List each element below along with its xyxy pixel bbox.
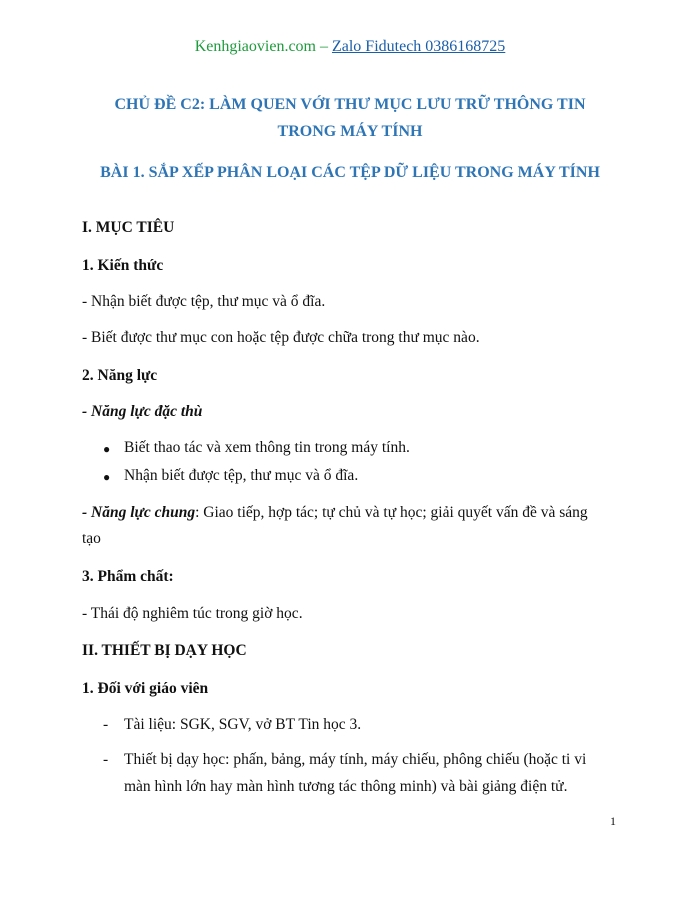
teacher-item: Tài liệu: SGK, SGV, vở BT Tin học 3. bbox=[124, 716, 362, 733]
page-number: 1 bbox=[610, 814, 616, 828]
competency-heading: 2. Năng lực bbox=[82, 367, 158, 384]
page-header bbox=[0, 38, 700, 56]
quality-item: - Thái độ nghiêm túc trong giờ học. bbox=[82, 605, 303, 622]
bullet-icon: ● bbox=[103, 470, 111, 484]
section2-heading: II. THIẾT BỊ DẠY HỌC bbox=[82, 642, 247, 659]
specific-competency-label: - Năng lực đặc thù bbox=[82, 403, 203, 420]
quality-heading: 3. Phẩm chất: bbox=[82, 568, 174, 585]
specific-item: Biết thao tác và xem thông tin trong máy tính. bbox=[124, 439, 410, 456]
general-competency-text: : Giao tiếp, hợp tác; tự chủ và tự học; giải quyết vấn đề và sáng bbox=[195, 504, 588, 521]
dash-bullet: - bbox=[103, 751, 109, 768]
topic-title-line2: TRONG MÁY TÍNH bbox=[277, 123, 423, 140]
knowledge-heading: 1. Kiến thức bbox=[82, 257, 164, 274]
dash-bullet: - bbox=[103, 716, 109, 733]
bullet-icon: ● bbox=[103, 442, 111, 456]
general-competency-label: - Năng lực chung bbox=[82, 504, 196, 521]
section1-heading: I. MỤC TIÊU bbox=[82, 219, 175, 236]
knowledge-item: - Nhận biết được tệp, thư mục và ổ đĩa. bbox=[82, 293, 326, 310]
general-competency bbox=[82, 504, 588, 522]
teacher-item: Thiết bị dạy học: phấn, bảng, máy tính, máy chiếu, phông chiếu (hoặc ti vi bbox=[124, 751, 587, 768]
contact-link[interactable]: Zalo Fidutech 0386168725 bbox=[331, 38, 506, 55]
specific-item: Nhận biết được tệp, thư mục và ổ đĩa. bbox=[124, 467, 359, 484]
teacher-heading: 1. Đối với giáo viên bbox=[82, 680, 209, 697]
teacher-item-cont: màn hình lớn hay màn hình tương tác thông minh) và bài giảng điện tử. bbox=[124, 778, 568, 795]
lesson-title: BÀI 1. SẮP XẾP PHÂN LOẠI CÁC TỆP DỮ LIỆU TRONG MÁY TÍNH bbox=[100, 164, 600, 181]
knowledge-item: - Biết được thư mục con hoặc tệp được chữa trong thư mục nào. bbox=[82, 329, 480, 346]
topic-title-line1: CHỦ ĐỀ C2: LÀM QUEN VỚI THƯ MỤC LƯU TRỮ THÔNG TIN bbox=[114, 96, 586, 113]
site-name: Kenhgiaovien.com bbox=[194, 38, 316, 55]
general-competency-cont: tạo bbox=[82, 530, 101, 547]
header-separator: – bbox=[315, 38, 332, 55]
